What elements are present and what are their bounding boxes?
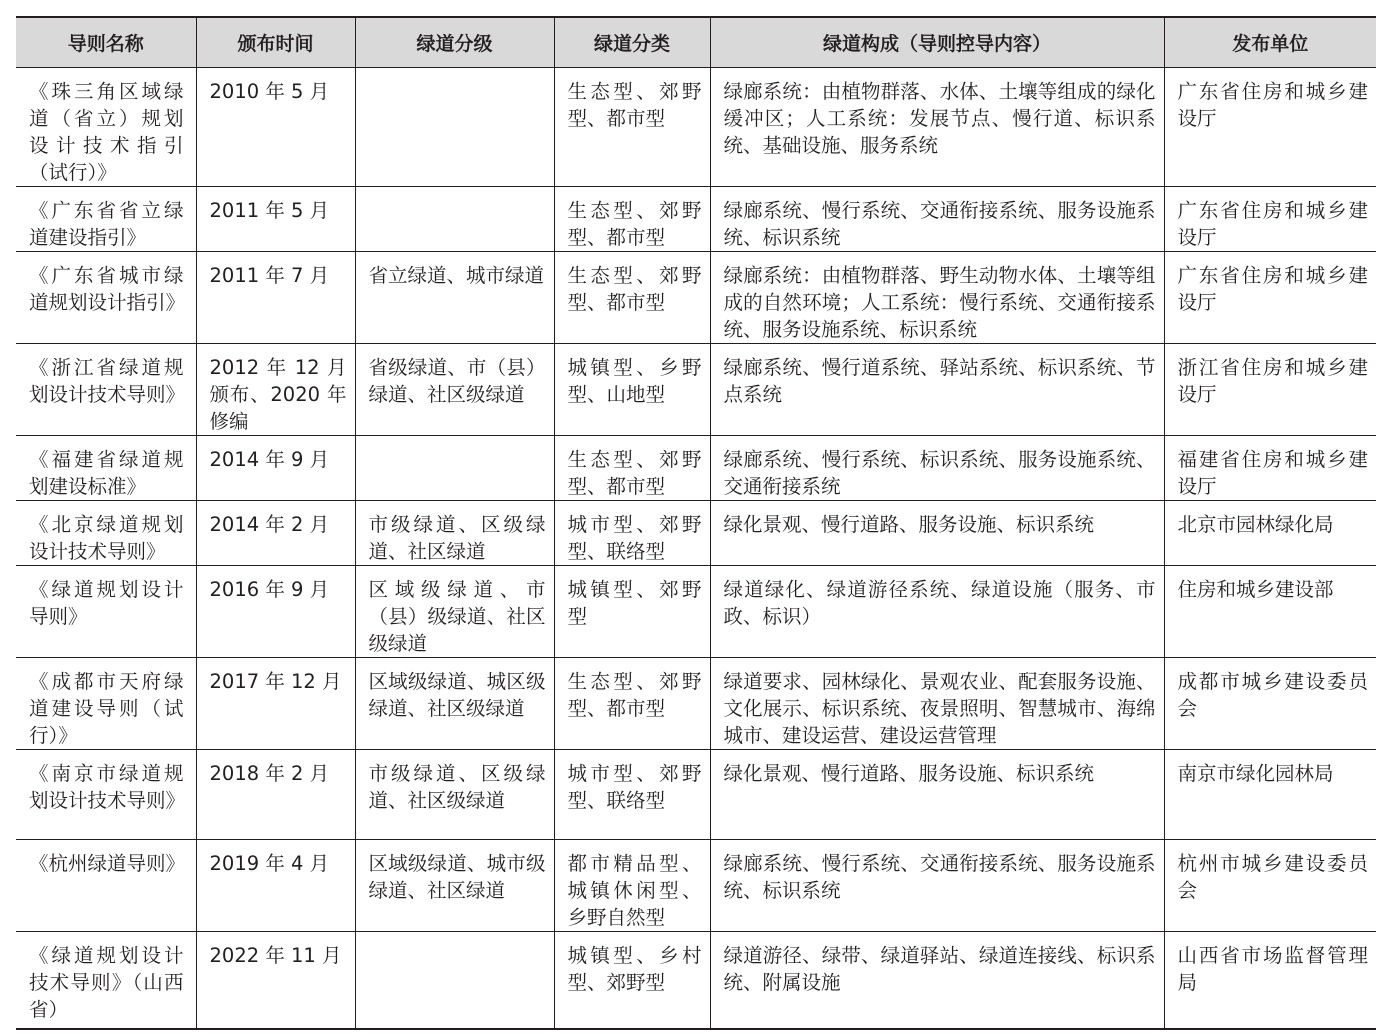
header-greenway-grade: 绿道分级 [355,17,554,68]
cell-release-date: 2019 年 4 月 [196,840,355,932]
cell-greenway-composition: 绿廊系统：由植物群落、水体、土壤等组成的绿化缓冲区；人工系统：发展节点、慢行道、标识系统、基础设施、服务系统 [710,68,1164,187]
table-header-row [16,17,1376,68]
cell-greenway-composition: 绿廊系统、慢行系统、交通衔接系统、服务设施系统、标识系统 [710,840,1164,932]
header-publisher: 发布单位 [1164,17,1376,68]
cell-greenway-type: 生态型、郊野型、都市型 [554,68,710,187]
cell-publisher: 成都市城乡建设委员会 [1164,658,1376,750]
cell-guideline-name: 《南京市绿道规划设计技术导则》 [16,750,196,840]
cell-greenway-composition: 绿道游径、绿带、绿道驿站、绿道连接线、标识系统、附属设施 [710,932,1164,1029]
cell-greenway-grade [355,68,554,187]
cell-greenway-grade: 区域级绿道、市（县）级绿道、社区级绿道 [355,566,554,658]
cell-greenway-composition: 绿化景观、慢行道路、服务设施、标识系统 [710,750,1164,840]
cell-greenway-grade: 市级绿道、区级绿道、社区绿道 [355,501,554,566]
table-row [16,658,1376,750]
cell-guideline-name: 《福建省绿道规划建设标准》 [16,436,196,501]
cell-release-date: 2011 年 7 月 [196,252,355,344]
cell-greenway-composition: 绿廊系统、慢行系统、标识系统、服务设施系统、交通衔接系统 [710,436,1164,501]
cell-publisher: 北京市园林绿化局 [1164,501,1376,566]
cell-guideline-name: 《广东省省立绿道建设指引》 [16,187,196,252]
cell-greenway-type: 城市型、郊野型、联络型 [554,501,710,566]
cell-greenway-grade [355,436,554,501]
cell-greenway-composition: 绿道绿化、绿道游径系统、绿道设施（服务、市政、标识） [710,566,1164,658]
cell-greenway-composition: 绿廊系统、慢行道系统、驿站系统、标识系统、节点系统 [710,344,1164,436]
cell-greenway-type: 生态型、郊野型、都市型 [554,252,710,344]
cell-greenway-composition: 绿化景观、慢行道路、服务设施、标识系统 [710,501,1164,566]
cell-release-date: 2022 年 11 月 [196,932,355,1029]
cell-publisher: 广东省住房和城乡建设厅 [1164,252,1376,344]
table-row [16,566,1376,658]
cell-publisher: 浙江省住房和城乡建设厅 [1164,344,1376,436]
cell-greenway-grade: 省级绿道、市（县）绿道、社区级绿道 [355,344,554,436]
cell-greenway-composition: 绿廊系统：由植物群落、野生动物水体、土壤等组成的自然环境；人工系统：慢行系统、交通衔接系统、服务设施系统、标识系统 [710,252,1164,344]
cell-release-date: 2011 年 5 月 [196,187,355,252]
cell-release-date: 2014 年 2 月 [196,501,355,566]
cell-greenway-composition: 绿廊系统、慢行系统、交通衔接系统、服务设施系统、标识系统 [710,187,1164,252]
cell-release-date: 2018 年 2 月 [196,750,355,840]
cell-greenway-grade: 省立绿道、城市绿道 [355,252,554,344]
cell-release-date: 2017 年 12 月 [196,658,355,750]
cell-guideline-name: 《绿道规划设计技术导则》（山西省） [16,932,196,1029]
table-row [16,68,1376,187]
cell-guideline-name: 《成都市天府绿道建设导则（试行）》 [16,658,196,750]
cell-greenway-type: 都市精品型、城镇休闲型、乡野自然型 [554,840,710,932]
cell-publisher: 广东省住房和城乡建设厅 [1164,187,1376,252]
cell-publisher: 福建省住房和城乡建设厅 [1164,436,1376,501]
cell-publisher: 山西省市场监督管理局 [1164,932,1376,1029]
cell-release-date: 2016 年 9 月 [196,566,355,658]
header-greenway-composition: 绿道构成（导则控导内容） [710,17,1164,68]
table-row [16,344,1376,436]
cell-guideline-name: 《绿道规划设计导则》 [16,566,196,658]
cell-release-date: 2014 年 9 月 [196,436,355,501]
cell-guideline-name: 《杭州绿道导则》 [16,840,196,932]
table-row [16,750,1376,840]
header-release-date: 颁布时间 [196,17,355,68]
cell-publisher: 住房和城乡建设部 [1164,566,1376,658]
cell-greenway-grade [355,187,554,252]
cell-guideline-name: 《广东省城市绿道规划设计指引》 [16,252,196,344]
guideline-table [16,16,1376,1030]
cell-publisher: 广东省住房和城乡建设厅 [1164,68,1376,187]
cell-greenway-type: 生态型、郊野型、都市型 [554,658,710,750]
header-greenway-type: 绿道分类 [554,17,710,68]
table-row [16,252,1376,344]
table-row [16,840,1376,932]
cell-publisher: 杭州市城乡建设委员会 [1164,840,1376,932]
cell-greenway-grade: 区域级绿道、城市级绿道、社区绿道 [355,840,554,932]
cell-greenway-grade: 市级绿道、区级绿道、社区级绿道 [355,750,554,840]
cell-publisher: 南京市绿化园林局 [1164,750,1376,840]
header-guideline-name: 导则名称 [16,17,196,68]
cell-guideline-name: 《北京绿道规划设计技术导则》 [16,501,196,566]
cell-greenway-type: 城镇型、乡村型、郊野型 [554,932,710,1029]
cell-guideline-name: 《浙江省绿道规划设计技术导则》 [16,344,196,436]
cell-greenway-type: 生态型、郊野型、都市型 [554,187,710,252]
table-row [16,501,1376,566]
table-row [16,436,1376,501]
cell-greenway-composition: 绿道要求、园林绿化、景观农业、配套服务设施、文化展示、标识系统、夜景照明、智慧城市、海绵城市、建设运营、建设运营管理 [710,658,1164,750]
table-row [16,932,1376,1029]
table-row [16,187,1376,252]
cell-greenway-grade [355,932,554,1029]
cell-guideline-name: 《珠三角区域绿道（省立）规划设计技术指引（试行）》 [16,68,196,187]
cell-greenway-type: 城市型、郊野型、联络型 [554,750,710,840]
cell-release-date: 2010 年 5 月 [196,68,355,187]
cell-greenway-type: 生态型、郊野型、都市型 [554,436,710,501]
cell-greenway-type: 城镇型、乡野型、山地型 [554,344,710,436]
cell-release-date: 2012 年 12 月颁布、2020 年修编 [196,344,355,436]
cell-greenway-type: 城镇型、郊野型 [554,566,710,658]
cell-greenway-grade: 区域级绿道、城区级绿道、社区级绿道 [355,658,554,750]
